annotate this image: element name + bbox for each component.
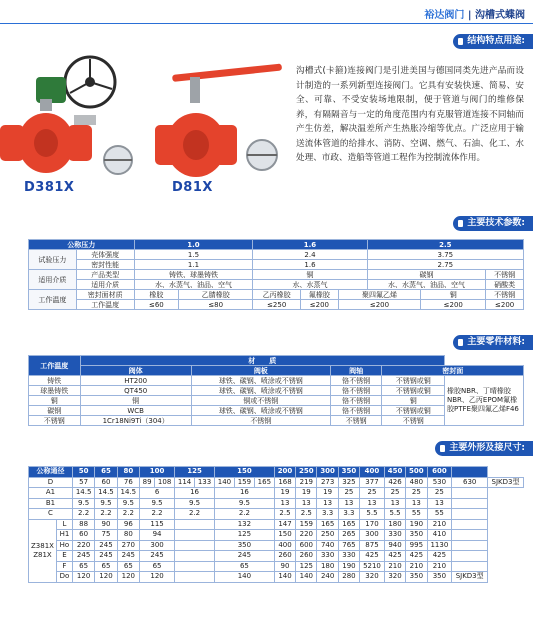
- table-cell: 65: [95, 467, 117, 478]
- table-cell: 88: [72, 519, 94, 530]
- table-cell: 190: [406, 519, 427, 530]
- disc-left-icon: [104, 146, 132, 174]
- table-cell: 65: [72, 561, 94, 572]
- table-cell: 水、水蒸气: [253, 280, 367, 290]
- table-row: [29, 260, 524, 270]
- table-cell: 245: [95, 540, 117, 551]
- table-cell: 1Cr18Ni9Ti（304）: [80, 416, 191, 426]
- table-cell: 2.4: [253, 250, 367, 260]
- table-cell: 765: [338, 540, 359, 551]
- table-cell: 115: [140, 519, 175, 530]
- table-cell: 2.2: [95, 509, 117, 520]
- page-header: [0, 0, 533, 28]
- table-cell: 140: [274, 572, 295, 583]
- dims-banner: 主要外形及接尺寸:: [435, 441, 533, 456]
- table-cell: [452, 551, 488, 562]
- table-cell: H1: [56, 530, 72, 541]
- table-cell: 13: [406, 498, 427, 509]
- table-cell: 600: [296, 540, 317, 551]
- d381x-valve-icon: [0, 57, 115, 173]
- table-cell: 140: [296, 572, 317, 583]
- table-cell: 180: [317, 561, 338, 572]
- table-cell: 630: [452, 477, 488, 488]
- table-cell: 80: [117, 530, 139, 541]
- table-cell: 球铁、碳钢、喷涂或不锈钢: [191, 376, 330, 386]
- table-cell: 14.5: [117, 488, 139, 499]
- table-cell: 50: [72, 467, 94, 478]
- table-cell: 试验压力: [29, 250, 77, 270]
- table-cell: 132: [214, 519, 274, 530]
- table-cell: [452, 540, 488, 551]
- table-cell: 工作温度: [76, 300, 134, 310]
- table-cell: 19: [317, 488, 338, 499]
- table-cell: 氟橡胶: [301, 290, 339, 300]
- table-cell: 114: [175, 477, 195, 488]
- table-row: [29, 280, 524, 290]
- table-cell: 16: [214, 488, 274, 499]
- table-cell: [175, 530, 215, 541]
- table-cell: 不锈钢或铜: [382, 406, 445, 416]
- table-cell: 120: [72, 572, 94, 583]
- table-cell: 325: [338, 477, 359, 488]
- table-cell: 210: [384, 561, 405, 572]
- table-cell: 碳钢: [29, 406, 81, 416]
- table-cell: 740: [317, 540, 338, 551]
- table-cell: 260: [296, 551, 317, 562]
- table-cell: 2.2: [140, 509, 175, 520]
- header-divider: [0, 23, 533, 24]
- table-cell: 125: [296, 561, 317, 572]
- table-cell: 铜: [80, 396, 191, 406]
- table-cell: 165: [338, 519, 359, 530]
- features-banner: 结构特点用途:: [453, 34, 533, 49]
- table-cell: 9.5: [175, 498, 215, 509]
- table-cell: 190: [338, 561, 359, 572]
- table-cell: 147: [274, 519, 295, 530]
- table-cell: SJKD3型: [452, 572, 488, 583]
- table-cell: 9.5: [214, 498, 274, 509]
- materials-table: [28, 355, 524, 426]
- intro-paragraph: 沟槽式(卡箍)连接阀门是引进美国与德国同类先进产品而设计制造的一系列新型连接阀门。它具有安装快速、简易、安全、可靠、不受安装场地限制，便于管道与阀门的维修保养，有隔隔音与一定的角度范围内有克服管道连接不同轴而产生仿差，解决温差所产生热胀冷缩等优点。广泛应用于输送流体管道的给排水、消防、空调、燃气、石油、化工、水处理、市政、造船等管道工程作为控制流体作用。: [296, 66, 524, 163]
- table-cell: 16: [175, 488, 215, 499]
- table-cell: E: [56, 551, 72, 562]
- table-cell: 250: [317, 530, 338, 541]
- table-cell: 13: [427, 498, 452, 509]
- table-cell: 阀体: [80, 366, 191, 376]
- table-cell: 159: [296, 519, 317, 530]
- table-cell: 2.5: [296, 509, 317, 520]
- table-cell: 铜: [382, 396, 445, 406]
- table-cell: 426: [384, 477, 405, 488]
- table-cell: 密封面材质: [76, 290, 134, 300]
- table-cell: 265: [338, 530, 359, 541]
- table-cell: 270: [117, 540, 139, 551]
- table-row: [29, 561, 524, 572]
- table-cell: 9.5: [140, 498, 175, 509]
- table-cell: 250: [296, 467, 317, 478]
- seal-note-cell: 橡胶NBR、丁晴橡胶NBR、乙丙EPOM氟橡胶PTFE聚四氟乙烯F46: [445, 376, 524, 426]
- table-cell: 25: [427, 488, 452, 499]
- tech-banner: 主要技术参数:: [453, 216, 533, 231]
- table-cell: 公称通径: [29, 467, 73, 478]
- table-cell: 210: [427, 519, 452, 530]
- product-name: 沟槽式蝶阀: [475, 10, 525, 21]
- table-cell: 89: [140, 477, 155, 488]
- table-cell: 硝酸类: [486, 280, 524, 290]
- table-cell: 350: [214, 540, 274, 551]
- table-cell: 不锈钢或铜: [382, 376, 445, 386]
- table-cell: 425: [384, 551, 405, 562]
- table-cell: 橡胶: [134, 290, 178, 300]
- table-cell: 13: [296, 498, 317, 509]
- table-cell: F: [56, 561, 72, 572]
- table-cell: 410: [427, 530, 452, 541]
- table-cell: 240: [317, 572, 338, 583]
- table-cell: 120: [140, 572, 175, 583]
- table-cell: 不锈钢: [486, 270, 524, 280]
- table-row: [29, 572, 524, 583]
- table-cell: 公称压力: [29, 240, 135, 250]
- table-cell: [175, 561, 215, 572]
- table-cell: 碳钢: [367, 270, 486, 280]
- table-cell: 铜: [29, 396, 81, 406]
- table-cell: 3.75: [367, 250, 523, 260]
- table-cell: ≤80: [179, 300, 253, 310]
- header-separator: |: [467, 10, 472, 21]
- table-cell: 1.1: [134, 260, 253, 270]
- table-cell: 3.3: [317, 509, 338, 520]
- table-cell: 1.5: [134, 250, 253, 260]
- table-cell: 材 质: [80, 356, 444, 366]
- table-row: [29, 300, 524, 310]
- table-cell: 400: [274, 540, 295, 551]
- table-cell: 80: [117, 467, 139, 478]
- table-cell: 165: [254, 477, 274, 488]
- table-row: [29, 509, 524, 520]
- table-cell: 150: [214, 467, 274, 478]
- table-cell: 260: [274, 551, 295, 562]
- table-cell: 2.75: [367, 260, 523, 270]
- table-row: [29, 498, 524, 509]
- table-cell: [452, 488, 488, 499]
- table-cell: 2.5: [274, 509, 295, 520]
- table-cell: [452, 509, 488, 520]
- table-cell: 159: [234, 477, 254, 488]
- table-cell: 125: [214, 530, 274, 541]
- table-cell: 9.5: [72, 498, 94, 509]
- table-cell: 9.5: [117, 498, 139, 509]
- table-cell: 密封面: [382, 366, 524, 376]
- table-row: [29, 540, 524, 551]
- table-cell: 450: [384, 467, 405, 478]
- table-cell: 120: [117, 572, 139, 583]
- table-cell: [452, 561, 488, 572]
- table-cell: 球墨铸铁: [29, 386, 81, 396]
- table-cell: 600: [427, 467, 452, 478]
- table-cell: Z381X Z81X: [29, 519, 57, 582]
- table-cell: 210: [427, 561, 452, 572]
- model-label-right: D81X: [172, 180, 213, 195]
- table-row: [29, 488, 524, 499]
- table-cell: 180: [384, 519, 405, 530]
- table-cell: L: [56, 519, 72, 530]
- table-cell: 150: [274, 530, 295, 541]
- table-cell: 220: [72, 540, 94, 551]
- table-cell: 60: [95, 477, 117, 488]
- table-cell: 1130: [427, 540, 452, 551]
- table-cell: 19: [274, 488, 295, 499]
- table-cell: 400: [360, 467, 385, 478]
- table-cell: 5.5: [360, 509, 385, 520]
- table-cell: 9.5: [95, 498, 117, 509]
- table-cell: 13: [317, 498, 338, 509]
- table-cell: 球铁、碳钢、喷涂或不锈钢: [191, 406, 330, 416]
- table-cell: 密封性能: [76, 260, 134, 270]
- table-cell: 90: [95, 519, 117, 530]
- table-cell: 1.6: [253, 240, 367, 250]
- table-row: [29, 290, 524, 300]
- table-cell: 300: [140, 540, 175, 551]
- table-cell: [175, 551, 215, 562]
- table-cell: 铸铁、球墨铸铁: [134, 270, 253, 280]
- table-cell: 13: [338, 498, 359, 509]
- table-cell: 500: [406, 467, 427, 478]
- table-cell: 铬不锈钢: [330, 396, 382, 406]
- table-cell: C: [29, 509, 73, 520]
- table-cell: 330: [317, 551, 338, 562]
- table-cell: 94: [140, 530, 175, 541]
- table-cell: 2.2: [175, 509, 215, 520]
- table-cell: 5210: [360, 561, 385, 572]
- table-cell: A1: [29, 488, 73, 499]
- table-cell: 工作温度: [29, 356, 81, 376]
- table-cell: ≤60: [134, 300, 178, 310]
- table-cell: 273: [317, 477, 338, 488]
- table-cell: 245: [140, 551, 175, 562]
- table-cell: [175, 572, 215, 583]
- table-cell: [175, 519, 215, 530]
- table-cell: 铜: [421, 290, 486, 300]
- table-cell: 65: [95, 561, 117, 572]
- table-cell: 不锈钢或铜: [382, 386, 445, 396]
- table-cell: WCB: [80, 406, 191, 416]
- table-cell: 铬不锈钢: [330, 406, 382, 416]
- table-cell: 350: [406, 572, 427, 583]
- table-cell: 65: [214, 561, 274, 572]
- table-cell: 6: [140, 488, 175, 499]
- table-cell: 200: [274, 467, 295, 478]
- brand-name: 裕达阀门: [424, 10, 465, 21]
- disc-right-icon: [247, 140, 277, 170]
- header-title: [424, 6, 525, 21]
- table-cell: 不锈钢: [330, 416, 382, 426]
- table-cell: 245: [72, 551, 94, 562]
- materials-banner: 主要零件材料:: [453, 335, 533, 350]
- table-cell: 350: [427, 572, 452, 583]
- table-cell: 168: [274, 477, 295, 488]
- table-cell: ≤250: [253, 300, 301, 310]
- table-cell: 75: [95, 530, 117, 541]
- table-row: [29, 366, 524, 376]
- tech-table: [28, 239, 524, 310]
- table-cell: 245: [95, 551, 117, 562]
- table-cell: ≤200: [421, 300, 486, 310]
- table-cell: 320: [360, 572, 385, 583]
- table-cell: [175, 540, 215, 551]
- table-cell: 425: [360, 551, 385, 562]
- table-cell: 工作温度: [29, 290, 77, 310]
- table-cell: 13: [384, 498, 405, 509]
- table-row: [29, 250, 524, 260]
- table-cell: 165: [317, 519, 338, 530]
- table-cell: 210: [406, 561, 427, 572]
- table-cell: 2.5: [367, 240, 523, 250]
- table-cell: 适用介质: [29, 270, 77, 290]
- table-cell: 219: [296, 477, 317, 488]
- table-cell: 108: [155, 477, 175, 488]
- table-cell: 57: [72, 477, 94, 488]
- table-cell: 140: [214, 477, 234, 488]
- table-cell: ≤200: [301, 300, 339, 310]
- table-cell: 铜: [253, 270, 367, 280]
- table-row: [29, 356, 524, 366]
- table-cell: HT200: [80, 376, 191, 386]
- table-cell: 铬不锈钢: [330, 376, 382, 386]
- table-cell: 320: [384, 572, 405, 583]
- table-cell: 铸铁: [29, 376, 81, 386]
- table-cell: 阀轴: [330, 366, 382, 376]
- table-cell: 25: [360, 488, 385, 499]
- table-cell: 不锈钢: [382, 416, 445, 426]
- table-cell: 铬不锈钢: [330, 386, 382, 396]
- table-cell: [452, 519, 488, 530]
- table-cell: 2.2: [117, 509, 139, 520]
- table-cell: D: [29, 477, 73, 488]
- table-cell: 377: [360, 477, 385, 488]
- table-cell: 阀板: [191, 366, 330, 376]
- table-cell: 铜或不锈钢: [191, 396, 330, 406]
- table-cell: 300: [360, 530, 385, 541]
- table-cell: 125: [175, 467, 215, 478]
- table-cell: 350: [406, 530, 427, 541]
- table-cell: 140: [214, 572, 274, 583]
- table-cell: 875: [360, 540, 385, 551]
- table-cell: 壳体强度: [76, 250, 134, 260]
- table-cell: 330: [384, 530, 405, 541]
- table-cell: 330: [338, 551, 359, 562]
- table-cell: 100: [140, 467, 175, 478]
- table-cell: 350: [338, 467, 359, 478]
- table-row: [29, 270, 524, 280]
- table-cell: 25: [384, 488, 405, 499]
- table-cell: 乙丙橡胶: [253, 290, 301, 300]
- table-cell: 水、水蒸气、油品、空气: [134, 280, 253, 290]
- table-row: [29, 519, 524, 530]
- table-cell: 425: [406, 551, 427, 562]
- table-cell: [452, 530, 488, 541]
- table-cell: 19: [296, 488, 317, 499]
- table-cell: 65: [117, 561, 139, 572]
- table-cell: 60: [72, 530, 94, 541]
- table-cell: 530: [427, 477, 452, 488]
- table-cell: 65: [140, 561, 175, 572]
- table-row: [29, 376, 524, 386]
- table-cell: 3.3: [338, 509, 359, 520]
- table-cell: B1: [29, 498, 73, 509]
- table-cell: 1.6: [253, 260, 367, 270]
- table-cell: SJKD3型: [488, 477, 524, 488]
- table-cell: [452, 498, 488, 509]
- table-cell: 25: [338, 488, 359, 499]
- table-cell: 940: [384, 540, 405, 551]
- table-cell: 170: [360, 519, 385, 530]
- table-cell: 480: [406, 477, 427, 488]
- table-cell: 220: [296, 530, 317, 541]
- table-cell: Ho: [56, 540, 72, 551]
- table-cell: ≤200: [338, 300, 421, 310]
- table-row: [29, 551, 524, 562]
- table-cell: 245: [117, 551, 139, 562]
- table-cell: 14.5: [72, 488, 94, 499]
- model-label-left: D381X: [24, 180, 75, 195]
- table-cell: 245: [214, 551, 274, 562]
- table-cell: ≤200: [486, 300, 524, 310]
- table-cell: 水、水蒸气、油品、空气: [367, 280, 486, 290]
- table-cell: 1.0: [134, 240, 253, 250]
- table-cell: 280: [338, 572, 359, 583]
- table-cell: 产品类型: [76, 270, 134, 280]
- table-cell: 不锈钢: [486, 290, 524, 300]
- table-cell: 13: [360, 498, 385, 509]
- table-cell: 25: [406, 488, 427, 499]
- table-row: [29, 477, 524, 488]
- table-cell: [452, 467, 488, 478]
- table-cell: 适用介质: [76, 280, 134, 290]
- table-cell: 300: [317, 467, 338, 478]
- table-cell: 2.2: [72, 509, 94, 520]
- table-cell: 2.2: [214, 509, 274, 520]
- table-cell: 96: [117, 519, 139, 530]
- table-cell: 13: [274, 498, 295, 509]
- table-cell: QT450: [80, 386, 191, 396]
- table-row: [29, 530, 524, 541]
- table-row: [29, 467, 524, 478]
- valve-illustration: [0, 55, 290, 185]
- table-cell: 不锈钢: [29, 416, 81, 426]
- table-cell: 120: [95, 572, 117, 583]
- table-cell: Do: [56, 572, 72, 583]
- table-cell: 乙腈橡胶: [179, 290, 253, 300]
- table-cell: 55: [427, 509, 452, 520]
- table-cell: 76: [117, 477, 139, 488]
- table-cell: 90: [274, 561, 295, 572]
- table-cell: 球铁、碳钢、喷涂或不锈钢: [191, 386, 330, 396]
- table-row: [29, 240, 524, 250]
- table-cell: 14.5: [95, 488, 117, 499]
- table-cell: 5.5: [384, 509, 405, 520]
- table-cell: 不锈钢: [191, 416, 330, 426]
- table-cell: 995: [406, 540, 427, 551]
- dims-table: [28, 466, 524, 583]
- table-cell: 55: [406, 509, 427, 520]
- table-cell: 133: [195, 477, 215, 488]
- table-cell: 聚四氟乙烯: [338, 290, 421, 300]
- table-cell: 425: [427, 551, 452, 562]
